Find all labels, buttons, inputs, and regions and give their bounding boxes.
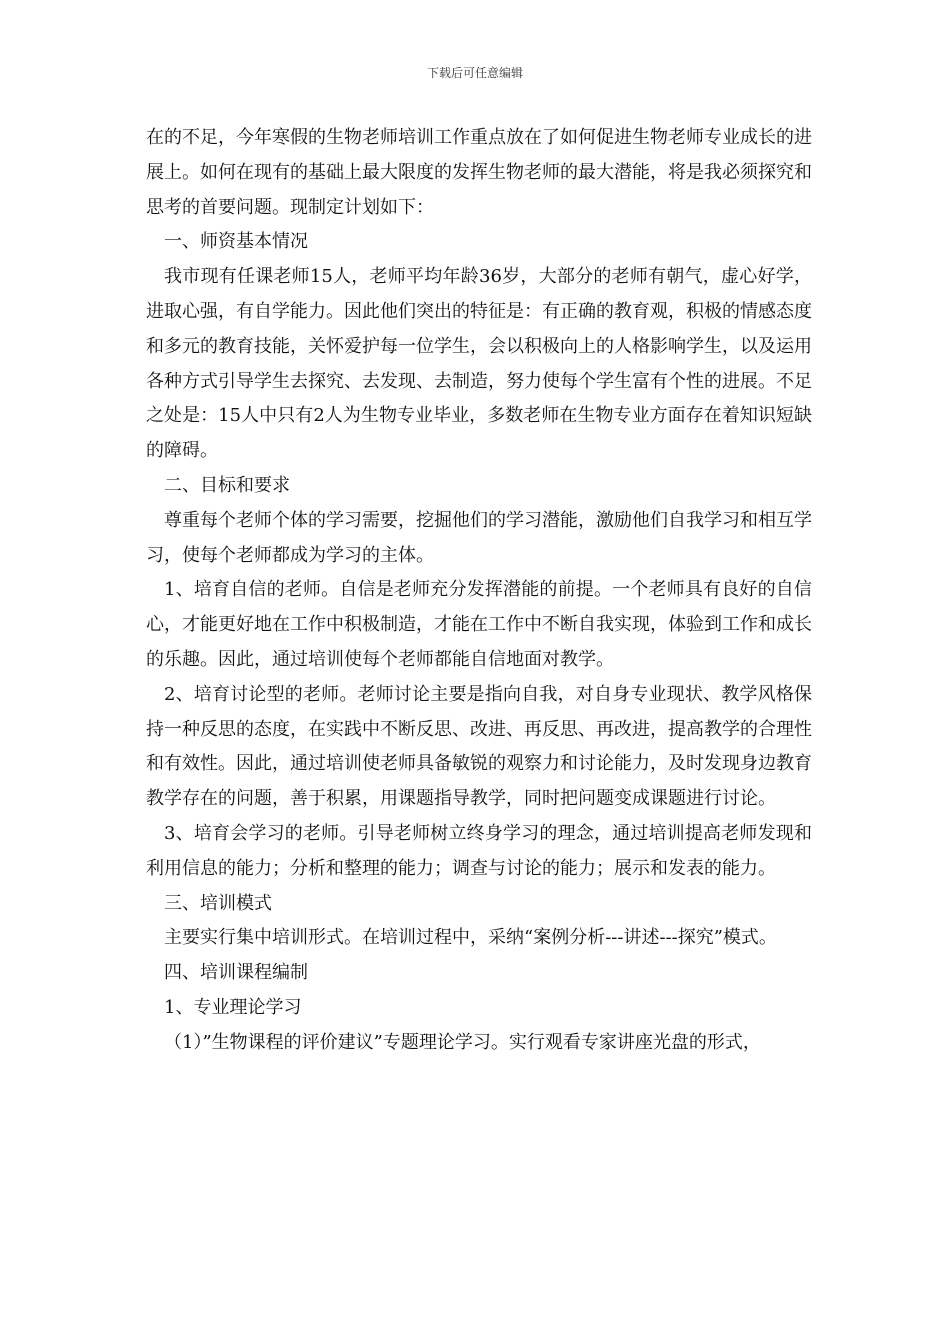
paragraph-staff-info: 我市现有任课老师15人，老师平均年龄36岁，大部分的老师有朝气，虚心好学，进取心强，有自学能力。因此他们突出的特征是：有正确的教育观，积极的情感态度和多元的教育技能，关怀爱护每一位学生，会以积极向上的人格影响学生，以及运用各种方式引导学生去探究、去发现、去制造，努力使每个学生富有个性的进展。不足之处是：15人中只有2人为生物专业毕业，多数老师在生物专业方面存在着知识短缺的障碍。: [146, 266, 812, 462]
paragraph-item-1: （1）”生物课程的评价建议”专题理论学习。实行观看专家讲座光盘的形式，: [164, 1031, 761, 1053]
section-heading-4: 四、培训课程编制: [164, 962, 308, 984]
paragraph-goal-3: 3、培育会学习的老师。引导老师树立终身学习的理念，通过培训提高老师发现和利用信息的能力；分析和整理的能力；调查与讨论的能力；展示和发表的能力。: [146, 822, 812, 879]
document-body: [146, 121, 812, 1061]
section-heading-3: 三、培训模式: [164, 892, 272, 914]
section-heading-1: 一、师资基本情况: [164, 231, 308, 253]
paragraph-goals: 尊重每个老师个体的学习需要，挖掘他们的学习潜能，激励他们自我学习和相互学习，使每个老师都成为学习的主体。: [146, 509, 812, 566]
subsection-heading-1: 1、专业理论学习: [164, 996, 302, 1018]
paragraph-training-mode: 主要实行集中培训形式。在培训过程中，采纳“案例分析---讲述---探究”模式。: [164, 927, 777, 949]
page-header: 下载后可任意编辑: [426, 66, 523, 80]
paragraph-goal-2: 2、培育讨论型的老师。老师讨论主要是指向自我，对自身专业现状、教学风格保持一种反思的态度，在实践中不断反思、改进、再反思、再改进，提高教学的合理性和有效性。因此，通过培训使老师具备敏锐的观察力和讨论能力，及时发现身边教育教学存在的问题，善于积累，用课题指导教学，同时把问题变成课题进行讨论。: [146, 683, 812, 810]
section-heading-2: 二、目标和要求: [164, 474, 290, 496]
paragraph-intro: 在的不足，今年寒假的生物老师培训工作重点放在了如何促进生物老师专业成长的进展上。如何在现有的基础上最大限度的发挥生物老师的最大潜能，将是我必须探究和思考的首要问题。现制定计划如下：: [146, 127, 812, 218]
paragraph-goal-1: 1、培育自信的老师。自信是老师充分发挥潜能的前提。一个老师具有良好的自信心，才能更好地在工作中积极制造，才能在工作中不断自我实现，体验到工作和成长的乐趣。因此，通过培训使每个老师都能自信地面对教学。: [146, 579, 812, 670]
